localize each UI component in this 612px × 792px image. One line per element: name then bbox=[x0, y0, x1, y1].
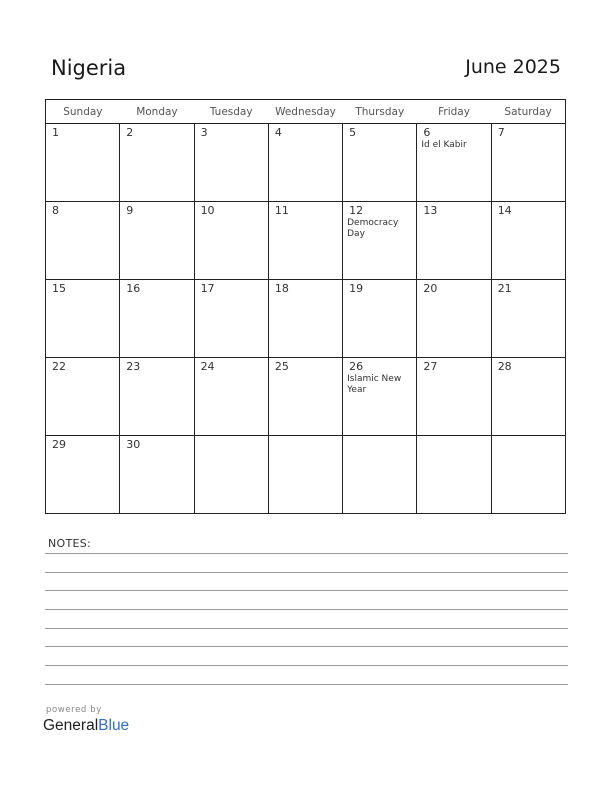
empty-day-cell bbox=[491, 436, 565, 514]
day-cell-16 bbox=[120, 280, 194, 358]
weekday-header-row bbox=[46, 100, 566, 124]
generalblue-logo[interactable] bbox=[43, 717, 129, 735]
notes-label: NOTES: bbox=[48, 537, 92, 550]
weekday-header: Monday bbox=[120, 100, 194, 124]
day-cell-3 bbox=[194, 124, 268, 202]
weekday-header: Thursday bbox=[343, 100, 417, 124]
day-cell-18 bbox=[268, 280, 342, 358]
day-cell-22 bbox=[46, 358, 120, 436]
day-cell-25 bbox=[268, 358, 342, 436]
day-cell-6 bbox=[417, 124, 491, 202]
day-cell-14 bbox=[491, 202, 565, 280]
brand-general: General bbox=[43, 717, 99, 734]
day-cell-20 bbox=[417, 280, 491, 358]
day-number: 30 bbox=[126, 438, 141, 451]
day-number: 4 bbox=[274, 126, 282, 139]
day-cell-9 bbox=[120, 202, 194, 280]
empty-day-cell bbox=[417, 436, 491, 514]
weekday-header: Sunday bbox=[46, 100, 120, 124]
weekday-header: Saturday bbox=[491, 100, 565, 124]
day-number: 29 bbox=[52, 438, 66, 451]
day-cell-23 bbox=[120, 358, 194, 436]
day-cell-13 bbox=[417, 202, 491, 280]
day-cell-17 bbox=[194, 280, 268, 358]
day-number: 8 bbox=[52, 204, 59, 217]
note-line bbox=[45, 553, 568, 554]
holiday-event: Id el Kabir bbox=[421, 140, 467, 150]
day-cell-1 bbox=[46, 124, 120, 202]
day-cell-21 bbox=[491, 280, 565, 358]
day-number: 17 bbox=[200, 282, 215, 295]
empty-day-cell bbox=[343, 436, 417, 514]
day-number: 11 bbox=[274, 204, 289, 217]
note-line bbox=[45, 646, 568, 647]
day-cell-29 bbox=[46, 436, 120, 514]
day-number: 13 bbox=[423, 204, 438, 217]
day-cell-8 bbox=[46, 202, 120, 280]
note-line bbox=[45, 665, 568, 666]
holiday-event: Democracy Day bbox=[347, 218, 399, 239]
day-number: 2 bbox=[126, 126, 134, 139]
weekday-header: Friday bbox=[417, 100, 491, 124]
day-number: 23 bbox=[126, 360, 141, 373]
day-number: 20 bbox=[423, 282, 438, 295]
day-cell-24 bbox=[194, 358, 268, 436]
note-line bbox=[45, 684, 568, 685]
week-row bbox=[46, 124, 566, 202]
powered-by-text: powered by bbox=[46, 705, 102, 715]
week-row bbox=[46, 358, 566, 436]
day-cell-28 bbox=[491, 358, 565, 436]
week-row bbox=[46, 436, 566, 514]
day-cell-26 bbox=[343, 358, 417, 436]
day-number: 28 bbox=[497, 360, 512, 373]
day-number: 9 bbox=[126, 204, 134, 217]
day-number: 12 bbox=[349, 204, 364, 217]
day-number: 14 bbox=[497, 204, 512, 217]
note-line bbox=[45, 572, 568, 573]
day-number: 26 bbox=[349, 360, 364, 373]
day-number: 24 bbox=[200, 360, 215, 373]
note-line bbox=[45, 590, 568, 591]
day-cell-19 bbox=[343, 280, 417, 358]
empty-day-cell bbox=[268, 436, 342, 514]
note-line bbox=[45, 609, 568, 610]
country-title: Nigeria bbox=[51, 56, 127, 80]
weekday-header: Tuesday bbox=[194, 100, 268, 124]
day-number: 27 bbox=[423, 360, 438, 373]
day-number: 7 bbox=[497, 126, 505, 139]
holiday-event: Islamic New Year bbox=[347, 374, 402, 395]
week-row bbox=[46, 202, 566, 280]
day-number: 18 bbox=[274, 282, 289, 295]
day-cell-27 bbox=[417, 358, 491, 436]
day-cell-15 bbox=[46, 280, 120, 358]
day-number: 5 bbox=[349, 126, 357, 139]
day-number: 16 bbox=[126, 282, 141, 295]
day-number: 19 bbox=[349, 282, 364, 295]
brand-blue: Blue bbox=[98, 717, 130, 734]
empty-day-cell bbox=[194, 436, 268, 514]
day-cell-4 bbox=[268, 124, 342, 202]
day-cell-30 bbox=[120, 436, 194, 514]
weekday-header: Wednesday bbox=[268, 100, 342, 124]
day-cell-12 bbox=[343, 202, 417, 280]
day-number: 21 bbox=[497, 282, 512, 295]
day-number: 25 bbox=[274, 360, 289, 373]
day-number: 15 bbox=[52, 282, 66, 295]
week-row bbox=[46, 280, 566, 358]
day-cell-10 bbox=[194, 202, 268, 280]
day-number: 1 bbox=[52, 126, 59, 139]
day-number: 3 bbox=[200, 126, 208, 139]
day-cell-2 bbox=[120, 124, 194, 202]
day-number: 22 bbox=[52, 360, 66, 373]
day-number: 6 bbox=[423, 126, 431, 139]
day-cell-11 bbox=[268, 202, 342, 280]
day-cell-5 bbox=[343, 124, 417, 202]
note-line bbox=[45, 628, 568, 629]
day-number: 10 bbox=[200, 204, 215, 217]
month-year-title: June 2025 bbox=[465, 56, 561, 78]
calendar-grid bbox=[45, 99, 566, 514]
day-cell-7 bbox=[491, 124, 565, 202]
